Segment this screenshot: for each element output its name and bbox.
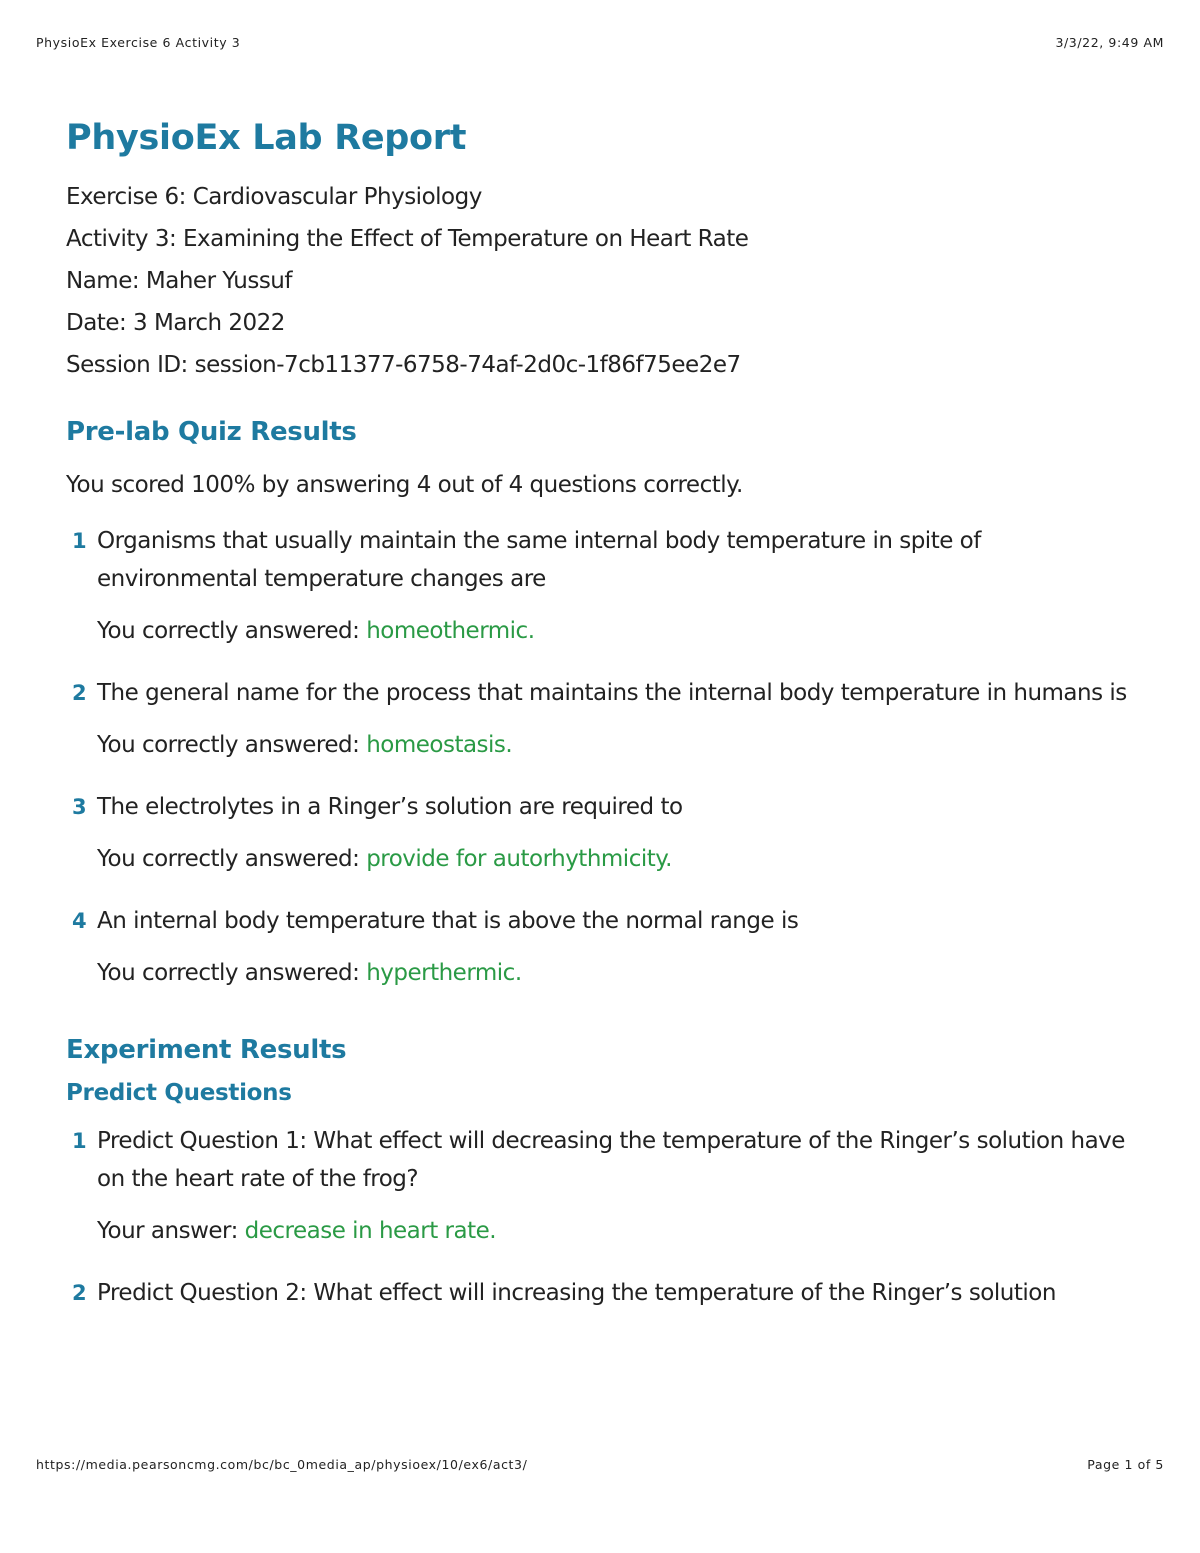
page-number: Page 1 of 5: [1087, 1457, 1164, 1472]
question-text: The general name for the process that maintains the internal body temperature in humans is: [97, 680, 1127, 706]
question-answer: [97, 1212, 1146, 1250]
answer-prefix: You correctly answered:: [97, 732, 367, 758]
print-header: [36, 35, 1164, 50]
question-number: 1: [72, 529, 87, 553]
predict-questions-heading: Predict Questions: [66, 1080, 292, 1106]
question-answer: [97, 840, 1146, 878]
answer-prefix: Your answer:: [97, 1218, 245, 1244]
question-answer: [97, 612, 1146, 650]
page-title: PhysioEx Lab Report: [66, 118, 467, 158]
answer-value: decrease in heart rate.: [244, 1218, 497, 1244]
question-number: 3: [72, 795, 87, 819]
lab-report: [66, 110, 1146, 1312]
question-text: An internal body temperature that is above the normal range is: [97, 908, 799, 934]
print-header-datetime: 3/3/22, 9:49 AM: [1055, 35, 1164, 50]
print-footer: [36, 1457, 1164, 1472]
exercise-line: Exercise 6: Cardiovascular Physiology: [66, 184, 482, 210]
prelab-score: You scored 100% by answering 4 out of 4 questions correctly.: [66, 472, 743, 498]
question-text: Predict Question 2: What effect will increasing the temperature of the Ringer’s solution: [97, 1280, 1056, 1306]
prelab-heading: Pre-lab Quiz Results: [66, 417, 357, 447]
answer-prefix: You correctly answered:: [97, 618, 367, 644]
question-text: Predict Question 1: What effect will decreasing the temperature of the Ringer’s solution have on the heart rate of the frog?: [97, 1128, 1125, 1192]
answer-prefix: You correctly answered:: [97, 960, 367, 986]
question-number: 1: [72, 1129, 87, 1153]
report-date: Date: 3 March 2022: [66, 310, 285, 336]
student-name: Name: Maher Yussuf: [66, 268, 292, 294]
footer-url: https://media.pearsoncmg.com/bc/bc_0media_ap/physioex/10/ex6/act3/: [36, 1457, 528, 1472]
question-answer: [97, 726, 1146, 764]
question-answer: [97, 954, 1146, 992]
print-header-title: PhysioEx Exercise 6 Activity 3: [36, 35, 241, 50]
question-text: The electrolytes in a Ringer’s solution are required to: [97, 794, 683, 820]
session-id: Session ID: session-7cb11377-6758-74af-2d0c-1f86f75ee2e7: [66, 352, 741, 378]
answer-value: homeothermic.: [366, 618, 535, 644]
predict-question-2: [66, 1274, 1146, 1312]
answer-prefix: You correctly answered:: [97, 846, 367, 872]
answer-value: provide for autorhythmicity.: [366, 846, 672, 872]
experiment-heading: Experiment Results: [66, 1035, 347, 1065]
answer-value: hyperthermic.: [366, 960, 522, 986]
predict-question-1: [66, 1122, 1146, 1250]
question-number: 2: [72, 681, 87, 705]
question-number: 4: [72, 909, 87, 933]
prelab-question-4: [66, 902, 1146, 992]
prelab-question-2: [66, 674, 1146, 764]
activity-line: Activity 3: Examining the Effect of Temperature on Heart Rate: [66, 226, 749, 252]
prelab-question-1: [66, 522, 1146, 650]
answer-value: homeostasis.: [366, 732, 513, 758]
question-text: Organisms that usually maintain the same internal body temperature in spite of environmental temperature changes are: [97, 528, 981, 592]
prelab-question-3: [66, 788, 1146, 878]
report-meta: [66, 176, 1146, 386]
question-number: 2: [72, 1281, 87, 1305]
